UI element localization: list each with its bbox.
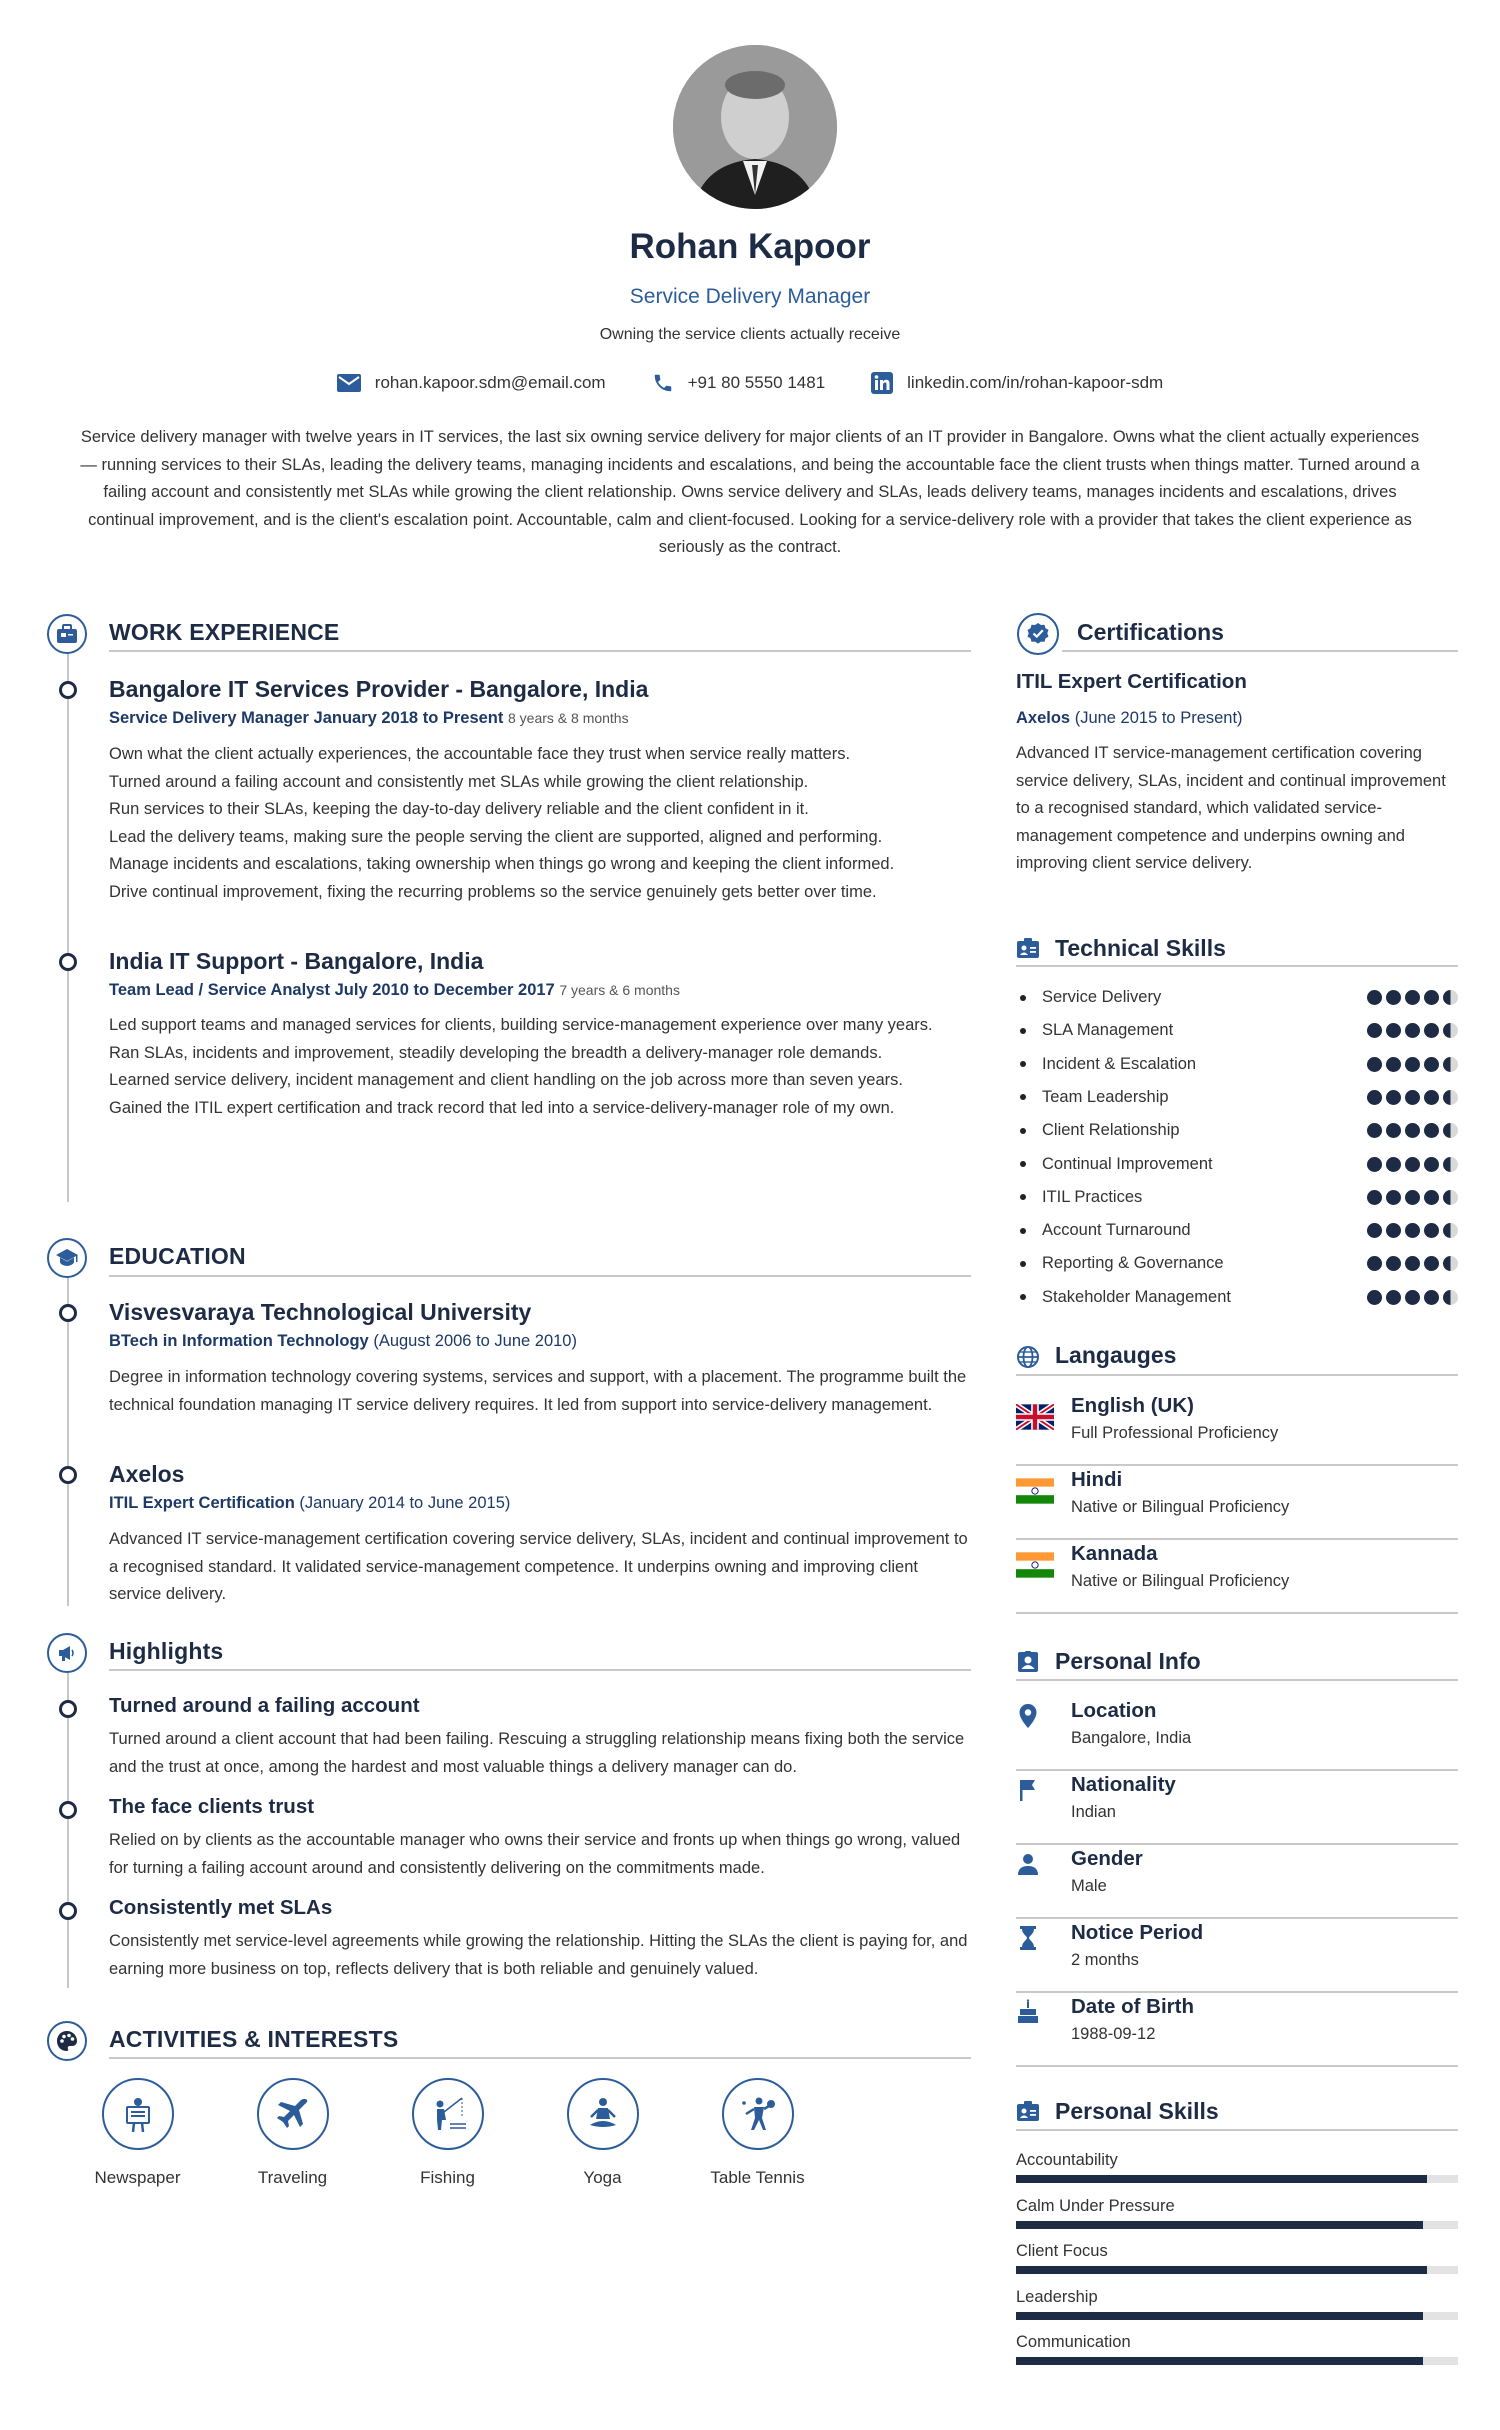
personal-skill-name: Calm Under Pressure — [1016, 2196, 1175, 2215]
timeline-line — [67, 1276, 69, 1606]
personal-info-value: 1988-09-12 — [1071, 2025, 1156, 2043]
profile-summary: Service delivery manager with twelve years in IT services, the last six owning service delivery for major clients of an IT provider in Bangalore. Owns what the client actually experiences — running services to their SLAs, leading the delivery teams, managing incidents and escalations, and being the accountable face the client trusts when things matter. Turned around a failing account and consistently met SLAs while growing the client relationship. Owns service delivery and SLAs, leads delivery teams, manages incidents and escalations, drives continual improvement, and is the client's escalation point. Accountable, calm and client-focused. Looking for a service-delivery role with a provider that takes the client experience as seriously as the contract. — [80, 428, 1420, 556]
section-rule — [1016, 2129, 1458, 2131]
job-description — [109, 741, 971, 906]
personal-skill-item — [1016, 2333, 1458, 2365]
table-tennis-icon — [722, 2078, 794, 2150]
section-title-languages: Langauges — [1055, 1342, 1177, 1368]
technical-skill-row — [1016, 1081, 1458, 1114]
education-description: Degree in information technology covering systems, services and support, with a placement. The programme built the technical foundation managing IT service delivery requires. It led from support into service-delivery management. — [109, 1368, 967, 1414]
technical-skill-name: Service Delivery — [1042, 988, 1162, 1006]
rating-dot — [1424, 1023, 1439, 1038]
highlight-description: Consistently met service-level agreements while growing the relationship. Hitting the SLAs the client is paying for, and earning more business on top, reflects delivery that is both reliable and genuinely valued. — [109, 1932, 968, 1978]
rating-dot — [1443, 1123, 1458, 1138]
rating-dot — [1386, 1090, 1401, 1105]
personal-info-label: Gender — [1071, 1847, 1143, 1870]
interest-label: Table Tennis — [710, 2168, 805, 2187]
skill-rating — [1367, 1256, 1458, 1271]
job-bullet: Ran SLAs, incidents and improvement, steadily developing the breadth a delivery-manager role demands. — [109, 1043, 883, 1062]
technical-skill-name: Account Turnaround — [1042, 1221, 1191, 1240]
rating-dot — [1405, 1057, 1420, 1072]
palette-icon — [47, 2021, 87, 2061]
skill-bar-track — [1016, 2312, 1458, 2320]
personal-skill-name: Accountability — [1016, 2151, 1118, 2169]
language-name: English (UK) — [1071, 1394, 1194, 1417]
job-role-text: Service Delivery Manager January 2018 to Present — [109, 709, 504, 727]
rating-dot — [1443, 1290, 1458, 1305]
rating-dot — [1367, 1190, 1382, 1205]
skill-rating — [1367, 1223, 1458, 1238]
job-role-dates — [109, 981, 680, 1000]
highlight-title: Consistently met SLAs — [109, 1896, 333, 1919]
technical-skill-row — [1016, 1014, 1458, 1047]
uk-flag-icon — [1016, 1404, 1054, 1430]
certification-name: ITIL Expert Certification — [1016, 670, 1247, 693]
technical-skill-row — [1016, 1247, 1458, 1280]
bullet-dot — [1020, 995, 1026, 1001]
technical-skill-name: Incident & Escalation — [1042, 1054, 1197, 1073]
bullet-dot — [1020, 1161, 1026, 1167]
job-description — [109, 1012, 971, 1122]
job-duration: 7 years & 6 months — [559, 982, 680, 998]
personal-skill-item — [1016, 2151, 1458, 2183]
india-flag-icon — [1016, 1478, 1054, 1504]
airplane-icon — [257, 2078, 329, 2150]
personal-skill-name: Client Focus — [1016, 2242, 1108, 2260]
education-description: Advanced IT service-management certification covering service delivery, SLAs, incident and continual improvement to a recognised standard. It validated service-management competence. It underpins owning and improving client service delivery. — [109, 1530, 968, 1603]
technical-skill-name: Reporting & Governance — [1042, 1254, 1224, 1273]
timeline-line — [67, 652, 69, 1202]
rating-dot — [1424, 1057, 1439, 1072]
skill-bar-fill — [1016, 2357, 1423, 2365]
education-school: Axelos — [109, 1461, 185, 1487]
job-company: Bangalore IT Services Provider - Bangalore, India — [109, 676, 649, 702]
rating-dot — [1367, 990, 1382, 1005]
rating-dot — [1367, 1123, 1382, 1138]
technical-skill-name: SLA Management — [1042, 1021, 1174, 1040]
section-title-interests: ACTIVITIES & INTERESTS — [109, 2026, 399, 2052]
personal-info-value: Indian — [1071, 1803, 1116, 1821]
rating-dot — [1367, 1090, 1382, 1105]
skill-bar-fill — [1016, 2266, 1427, 2274]
graduation-cap-icon — [47, 1238, 87, 1278]
skill-rating — [1367, 1123, 1458, 1138]
section-title-work: WORK EXPERIENCE — [109, 619, 340, 645]
language-item — [1016, 1540, 1458, 1614]
education-school: Visvesvaraya Technological University — [109, 1299, 532, 1325]
personal-info-item — [1016, 1771, 1458, 1845]
personal-info-value: Male — [1071, 1877, 1107, 1895]
rating-dot — [1386, 1057, 1401, 1072]
job-duration: 8 years & 8 months — [507, 710, 629, 726]
technical-skill-row — [1016, 981, 1458, 1014]
cake-icon — [1016, 1999, 1040, 2030]
rating-dot — [1367, 1157, 1382, 1172]
interest-label: Fishing — [420, 2168, 475, 2187]
job-bullet: Run services to their SLAs, keeping the day-to-day delivery reliable and the client confident in it. — [109, 800, 809, 818]
personal-info-label: Notice Period — [1071, 1921, 1204, 1944]
skill-bar-fill — [1016, 2175, 1427, 2183]
skill-bar-track — [1016, 2266, 1458, 2274]
highlight-description: Turned around a client account that had been failing. Rescuing a struggling relationship means fixing both the service and the trust at once, among the hardest and most valuable things a delivery manager can do. — [109, 1730, 965, 1776]
technical-skill-name: Team Leadership — [1042, 1087, 1169, 1106]
personal-skill-item — [1016, 2242, 1458, 2274]
highlight-title: The face clients trust — [109, 1795, 315, 1818]
personal-info-label: Nationality — [1071, 1773, 1176, 1796]
skill-bar-track — [1016, 2175, 1458, 2183]
linkedin-icon — [871, 372, 893, 394]
bullet-dot — [1020, 1061, 1026, 1067]
personal-info-item — [1016, 1919, 1458, 1993]
certification-issuer-line — [1016, 709, 1243, 728]
job-bullet: Turned around a failing account and consistently met SLAs while growing the client relationship. — [109, 772, 809, 791]
rating-dot — [1386, 1123, 1401, 1138]
timeline-dot — [59, 681, 77, 699]
email-text[interactable]: rohan.kapoor.sdm@email.com — [374, 373, 606, 392]
job-company: India IT Support - Bangalore, India — [109, 948, 484, 974]
job-bullet: Drive continual improvement, fixing the recurring problems so the service genuinely gets better over time. — [109, 882, 877, 901]
section-title-personal-info: Personal Info — [1055, 1648, 1201, 1674]
rating-dot — [1424, 1090, 1439, 1105]
rating-dot — [1386, 1023, 1401, 1038]
rating-dot — [1443, 990, 1458, 1005]
job-bullet: Lead the delivery teams, making sure the people serving the client are supported, aligned and performing. — [109, 827, 883, 846]
job-title: Service Delivery Manager — [629, 285, 871, 308]
rating-dot — [1405, 1090, 1420, 1105]
bullet-dot — [1020, 1128, 1026, 1134]
personal-skill-item — [1016, 2197, 1458, 2229]
rating-dot — [1405, 1157, 1420, 1172]
technical-skill-row — [1016, 1214, 1458, 1247]
rating-dot — [1405, 1256, 1420, 1271]
rating-dot — [1405, 1190, 1420, 1205]
skill-bar-fill — [1016, 2221, 1423, 2229]
rating-dot — [1443, 1256, 1458, 1271]
phone-text[interactable]: +91 80 5550 1481 — [687, 373, 826, 392]
skill-bar-track — [1016, 2357, 1458, 2365]
section-rule — [109, 1275, 971, 1277]
technical-skill-row — [1016, 1181, 1458, 1214]
skill-bar-fill — [1016, 2312, 1423, 2320]
education-dates: (January 2014 to June 2015) — [299, 1494, 511, 1512]
technical-skill-name: Continual Improvement — [1042, 1154, 1213, 1173]
rating-dot — [1386, 1290, 1401, 1305]
certification-dates: (June 2015 to Present) — [1074, 709, 1243, 727]
certification-description: Advanced IT service-management certification covering service delivery, SLAs, incident and continual improvement to a recognised standard, which validated service-management competence and underpins owning and improving client service delivery. — [1016, 744, 1446, 872]
rating-dot — [1424, 1223, 1439, 1238]
education-degree-line — [109, 1332, 577, 1351]
job-bullet: Gained the ITIL expert certification and track record that led into a service-delivery-manager role of my own. — [109, 1098, 895, 1117]
rating-dot — [1367, 1256, 1382, 1271]
technical-skill-name: Client Relationship — [1042, 1121, 1180, 1140]
language-proficiency: Native or Bilingual Proficiency — [1071, 1572, 1290, 1590]
interest-label: Yoga — [583, 2168, 622, 2187]
job-bullet: Learned service delivery, incident management and client handling on the job across more than seven years. — [109, 1071, 903, 1089]
certification-issuer: Axelos — [1016, 709, 1071, 727]
job-role-dates — [109, 709, 629, 728]
language-name: Kannada — [1071, 1542, 1158, 1565]
hourglass-icon — [1016, 1925, 1040, 1956]
language-proficiency: Native or Bilingual Proficiency — [1071, 1498, 1290, 1516]
technical-skill-row — [1016, 1281, 1458, 1314]
rating-dot — [1386, 1190, 1401, 1205]
rating-dot — [1386, 1223, 1401, 1238]
rating-dot — [1405, 1290, 1420, 1305]
bullet-dot — [1020, 1228, 1026, 1234]
timeline-dot — [59, 1700, 77, 1718]
rating-dot — [1405, 1123, 1420, 1138]
skill-bar-track — [1016, 2221, 1458, 2229]
phone-icon — [652, 372, 674, 394]
rating-dot — [1424, 1123, 1439, 1138]
rating-dot — [1367, 1290, 1382, 1305]
rating-dot — [1367, 1023, 1382, 1038]
fishing-icon — [412, 2078, 484, 2150]
highlight-description: Relied on by clients as the accountable manager who owns their service and fronts up when things go wrong, valued for turning a failing account around and consistently delivering on the commitments made. — [109, 1831, 961, 1877]
personal-info-label: Location — [1071, 1699, 1157, 1722]
contact-linkedin[interactable] — [871, 372, 1163, 394]
rating-dot — [1424, 1157, 1439, 1172]
bullet-dot — [1020, 1294, 1026, 1300]
timeline-dot — [59, 1801, 77, 1819]
section-rule — [1016, 965, 1458, 967]
section-title-certifications: Certifications — [1077, 619, 1224, 645]
language-item — [1016, 1392, 1458, 1466]
section-rule — [1016, 1374, 1458, 1376]
rating-dot — [1443, 1223, 1458, 1238]
language-item — [1016, 1466, 1458, 1540]
rating-dot — [1443, 1190, 1458, 1205]
language-proficiency: Full Professional Proficiency — [1071, 1424, 1279, 1442]
section-rule — [1016, 1679, 1458, 1681]
bullet-dot — [1020, 1028, 1026, 1034]
rating-dot — [1405, 990, 1420, 1005]
bullet-dot — [1020, 1194, 1026, 1200]
profile-photo — [673, 45, 837, 209]
interest-item — [680, 2078, 835, 2188]
candidate-name: Rohan Kapoor — [629, 227, 871, 266]
bullet-dot — [1020, 1261, 1026, 1267]
person-icon — [1016, 1851, 1040, 1882]
newspaper-icon — [102, 2078, 174, 2150]
megaphone-icon — [47, 1633, 87, 1673]
rating-dot — [1424, 1190, 1439, 1205]
skill-rating — [1367, 1023, 1458, 1038]
personal-skill-name: Communication — [1016, 2333, 1131, 2351]
timeline-dot — [59, 1304, 77, 1322]
job-role-text: Team Lead / Service Analyst July 2010 to December 2017 — [109, 981, 555, 999]
rating-dot — [1386, 1256, 1401, 1271]
bullet-dot — [1020, 1094, 1026, 1100]
personal-info-value: Bangalore, India — [1071, 1729, 1192, 1747]
education-degree-line — [109, 1494, 510, 1513]
rating-dot — [1443, 1090, 1458, 1105]
interest-item — [370, 2078, 525, 2188]
rating-dot — [1367, 1223, 1382, 1238]
globe-icon — [1016, 1345, 1040, 1374]
job-bullet: Own what the client actually experiences, the accountable face they trust when service really matters. — [109, 745, 851, 763]
rating-dot — [1443, 1157, 1458, 1172]
section-title-personal-skills: Personal Skills — [1055, 2098, 1219, 2124]
skill-rating — [1367, 1057, 1458, 1072]
personal-info-label: Date of Birth — [1071, 1995, 1194, 2018]
section-rule — [109, 2057, 971, 2059]
tagline: Owning the service clients actually receive — [599, 326, 901, 343]
personal-info-item — [1016, 1697, 1458, 1771]
contact-email[interactable] — [337, 372, 606, 394]
highlight-title: Turned around a failing account — [109, 1694, 420, 1717]
contact-bar — [0, 372, 1500, 394]
personal-skill-name: Leadership — [1016, 2287, 1098, 2306]
technical-skill-row — [1016, 1114, 1458, 1147]
section-rule — [109, 1669, 971, 1671]
email-icon — [337, 374, 361, 392]
skill-rating — [1367, 1157, 1458, 1172]
location-pin-icon — [1016, 1703, 1040, 1734]
interest-label: Newspaper — [94, 2168, 181, 2187]
yoga-icon — [567, 2078, 639, 2150]
contact-phone[interactable] — [652, 372, 826, 394]
technical-skill-name: ITIL Practices — [1042, 1187, 1143, 1206]
rating-dot — [1405, 1223, 1420, 1238]
technical-skill-row — [1016, 1148, 1458, 1181]
section-title-highlights: Highlights — [109, 1638, 224, 1664]
section-title-education: EDUCATION — [109, 1243, 246, 1269]
section-title-technical-skills: Technical Skills — [1055, 935, 1226, 961]
rating-dot — [1386, 990, 1401, 1005]
personal-info-item — [1016, 1845, 1458, 1919]
section-rule — [109, 650, 971, 652]
timeline-dot — [59, 1902, 77, 1920]
skill-rating — [1367, 990, 1458, 1005]
rating-dot — [1367, 1057, 1382, 1072]
timeline-dot — [59, 1466, 77, 1484]
rating-dot — [1386, 1157, 1401, 1172]
personal-info-item — [1016, 1993, 1458, 2067]
rating-dot — [1424, 1256, 1439, 1271]
language-name: Hindi — [1071, 1468, 1123, 1491]
skill-rating — [1367, 1190, 1458, 1205]
rating-dot — [1424, 1290, 1439, 1305]
linkedin-text[interactable]: linkedin.com/in/rohan-kapoor-sdm — [907, 373, 1164, 392]
interest-item — [215, 2078, 370, 2188]
briefcase-icon — [47, 614, 87, 654]
job-bullet: Manage incidents and escalations, taking ownership when things go wrong and keeping the client informed. — [109, 855, 895, 873]
rating-dot — [1443, 1023, 1458, 1038]
job-bullet: Led support teams and managed services for clients, building service-management experience over many years. — [109, 1016, 933, 1034]
skill-rating — [1367, 1090, 1458, 1105]
interests-list — [60, 2078, 835, 2188]
personal-info-value: 2 months — [1071, 1951, 1139, 1969]
id-card-icon — [1016, 937, 1040, 964]
flag-icon — [1016, 1777, 1040, 1808]
personal-skill-item — [1016, 2288, 1458, 2320]
contact-card-icon — [1016, 1650, 1040, 1679]
certificate-badge-icon — [1016, 612, 1060, 661]
technical-skill-name: Stakeholder Management — [1042, 1287, 1231, 1306]
rating-dot — [1443, 1057, 1458, 1072]
interest-label: Traveling — [257, 2168, 328, 2187]
timeline-dot — [59, 953, 77, 971]
education-dates: (August 2006 to June 2010) — [373, 1332, 577, 1350]
interest-item — [60, 2078, 215, 2188]
india-flag-icon — [1016, 1552, 1054, 1578]
rating-dot — [1405, 1023, 1420, 1038]
rating-dot — [1424, 990, 1439, 1005]
section-rule — [1062, 650, 1458, 652]
interest-item — [525, 2078, 680, 2188]
education-degree: ITIL Expert Certification — [109, 1494, 295, 1512]
education-degree: BTech in Information Technology — [109, 1332, 369, 1350]
skill-rating — [1367, 1290, 1458, 1305]
id-card-icon — [1016, 2100, 1040, 2127]
technical-skill-row — [1016, 1048, 1458, 1081]
